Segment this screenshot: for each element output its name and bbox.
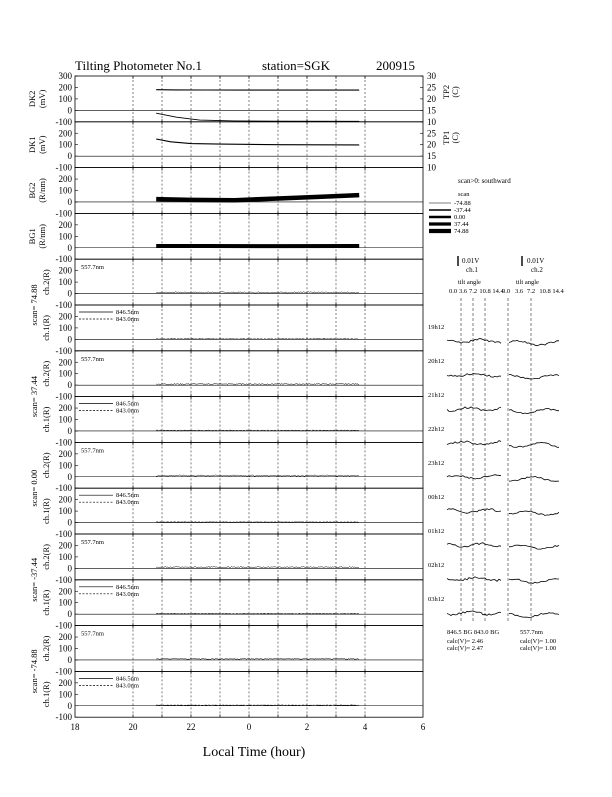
wavelength-label: 557.7nm [81, 447, 104, 454]
y-tick-label: -100 [56, 529, 73, 539]
hour-label: 19h12 [428, 324, 444, 331]
y-tick-label: 0 [68, 609, 73, 619]
tilt-tick-ch2: 14.4 [552, 288, 564, 295]
y-tick-label: 100 [59, 689, 73, 699]
panel-frame [75, 442, 423, 488]
right-tick-label: 10 [427, 163, 437, 173]
noise-trace [156, 658, 359, 659]
y-tick-label: 0 [68, 701, 73, 711]
y-axis-unit: (mV) [37, 90, 47, 109]
profile-ch2 [509, 443, 559, 448]
tilt-label-ch1: tilt angle [458, 279, 481, 286]
y-tick-label: 200 [59, 174, 73, 184]
y-tick-label: 0 [68, 518, 73, 528]
right-tick-label: 15 [427, 151, 437, 161]
y-tick-label: 100 [59, 644, 73, 654]
y-tick-label: -100 [56, 437, 73, 447]
right-axis-unit: (C) [450, 132, 460, 144]
y-axis-label: ch.2(R) [41, 452, 51, 478]
legend-label: 846.5nm [116, 401, 139, 408]
side-panel [428, 177, 564, 652]
y-axis-label: DK1 [27, 136, 37, 153]
hour-label: 23h12 [428, 460, 444, 467]
wavelength-label: 557.7nm [81, 264, 104, 271]
y-axis-label: BG1 [27, 228, 37, 244]
tilt-tick-ch1: 14.4 [492, 288, 504, 295]
y-tick-label: -100 [56, 346, 73, 356]
y-tick-label: 100 [59, 94, 73, 104]
y-tick-label: -100 [56, 575, 73, 585]
scan-labels [29, 284, 39, 693]
right-axis-unit: (C) [450, 86, 460, 98]
right-tick-label: 20 [427, 94, 437, 104]
hour-label: 00h12 [428, 494, 444, 501]
scan-label: scan= 37.44 [29, 375, 39, 417]
tilt-tick-ch1: 7.2 [469, 288, 477, 295]
y-axis-label: ch.2(R) [41, 269, 51, 295]
legend-label: 843.0nm [116, 591, 139, 598]
y-tick-label: 200 [59, 678, 73, 688]
y-axis-label: ch.2(R) [41, 635, 51, 661]
scan-legend-value: 74.88 [454, 228, 469, 235]
y-tick-label: 0 [68, 334, 73, 344]
y-tick-label: 0 [68, 563, 73, 573]
legend-label: 843.0nm [116, 499, 139, 506]
scan-label: scan= 74.88 [29, 284, 39, 325]
panel-s2b [41, 397, 423, 448]
panel-dk2 [27, 71, 460, 127]
y-tick-label: 200 [59, 403, 73, 413]
panel-s5b [41, 671, 423, 722]
date-label: 200915 [376, 58, 415, 73]
hour-label: 20h12 [428, 358, 444, 365]
wavelength-label: 557.7nm [81, 631, 104, 638]
legend-label: 846.5nm [116, 492, 139, 499]
profile-traces [428, 324, 559, 618]
y-tick-label: 0 [68, 243, 73, 253]
x-tick-label: 20 [129, 722, 139, 732]
legend-label: 846.5nm [116, 584, 139, 591]
hour-label: 02h12 [428, 562, 444, 569]
y-tick-label: 200 [59, 220, 73, 230]
hour-label: 03h12 [428, 596, 444, 603]
profile-ch1 [447, 441, 501, 445]
calib-ch1-b: calc(V)= 2.47 [447, 645, 484, 652]
noise-trace [156, 567, 359, 568]
y-tick-label: 200 [59, 128, 73, 138]
panel-s3a [41, 442, 423, 493]
legend-label: 843.0nm [116, 316, 139, 323]
panel-frame [75, 534, 423, 580]
scan-note: scan>0: southward [458, 177, 511, 185]
x-tick-label: 22 [187, 722, 196, 732]
right-axis-label: TP2 [441, 85, 451, 99]
y-tick-label: 200 [59, 357, 73, 367]
ch1-name: ch.1 [466, 266, 478, 274]
panel-s3b [41, 488, 423, 539]
profile-ch2 [509, 511, 559, 516]
scan-label: scan= -74.88 [29, 649, 39, 693]
profile-ch2 [509, 374, 559, 379]
noise-trace [156, 475, 359, 476]
panel-bg2 [27, 168, 423, 219]
y-tick-label: 0 [68, 472, 73, 482]
scan-label: scan= 0.00 [29, 470, 39, 507]
y-tick-label: 0 [68, 655, 73, 665]
tilt-tick-ch1: 3.6 [459, 288, 468, 295]
y-tick-label: 100 [59, 415, 73, 425]
profile-ch2 [509, 340, 559, 345]
y-tick-label: 200 [59, 449, 73, 459]
wavelength-label: 557.7nm [81, 356, 104, 363]
scan-legend [429, 200, 472, 235]
y-axis-label: ch.2(R) [41, 544, 51, 570]
y-axis-unit: (mV) [37, 135, 47, 154]
panel-frame [75, 168, 423, 214]
y-axis-label: ch.1(R) [41, 406, 51, 432]
profile-ch1 [447, 611, 501, 615]
x-tick-label: 18 [71, 722, 81, 732]
profile-ch1 [447, 543, 501, 548]
tilt-tick-ch1: 0.0 [449, 288, 457, 295]
panel-s5a [41, 626, 423, 677]
y-tick-label: -100 [56, 483, 73, 493]
y-tick-label: -100 [56, 117, 73, 127]
y-tick-label: -100 [56, 300, 73, 310]
y-tick-label: 100 [59, 186, 73, 196]
y-tick-label: 0 [68, 151, 73, 161]
series-TP2 [156, 113, 359, 121]
y-tick-label: 100 [59, 140, 73, 150]
panel-frame [75, 626, 423, 672]
ch1-scale: 0.01V [462, 257, 479, 265]
right-axis-label: TP1 [441, 131, 451, 145]
x-tick-label: 0 [247, 722, 252, 732]
x-tick-label: 6 [421, 722, 426, 732]
series-DK1 [156, 139, 359, 145]
y-tick-label: 100 [59, 552, 73, 562]
y-tick-label: -100 [56, 254, 73, 264]
panel-bg1 [27, 213, 423, 264]
y-axis-unit: (R/nm) [37, 178, 47, 203]
panel-dk1 [27, 122, 460, 173]
panel-frame [75, 76, 423, 122]
profile-ch1 [447, 339, 501, 344]
foot-ch2: 557.7nm [520, 629, 543, 636]
hour-label: 01h12 [428, 528, 444, 535]
y-tick-label: 300 [59, 71, 73, 81]
profile-ch1 [447, 577, 501, 582]
legend-label: 846.5nm [116, 675, 139, 682]
scan-legend-value: 0.00 [454, 214, 465, 221]
scan-label: scan= -37.44 [29, 557, 39, 602]
right-tick-label: 20 [427, 140, 437, 150]
profile-ch2 [509, 545, 559, 549]
y-tick-label: -100 [56, 621, 73, 631]
panel-frame [75, 213, 423, 259]
y-axis-unit: (R/nm) [37, 224, 47, 249]
y-tick-label: 100 [59, 598, 73, 608]
y-tick-label: 200 [59, 82, 73, 92]
y-tick-label: 0 [68, 426, 73, 436]
right-tick-label: 25 [427, 82, 437, 92]
y-tick-label: 100 [59, 506, 73, 516]
x-tick-label: 4 [363, 722, 368, 732]
profile-ch1 [447, 407, 501, 412]
x-tick-label: 2 [305, 722, 310, 732]
panel-s4a [41, 534, 423, 585]
tilt-tick-ch2: 10.8 [539, 288, 550, 295]
tilt-tick-ch2: 7.2 [527, 288, 535, 295]
legend-label: 843.0nm [116, 682, 139, 689]
panel-s1b [41, 305, 423, 356]
profile-ch1 [447, 509, 501, 514]
scan-legend-value: 37.44 [454, 221, 469, 228]
panels-layer [27, 71, 460, 732]
noise-trace [156, 383, 359, 384]
hour-label: 21h12 [428, 392, 444, 399]
x-tick-labels [71, 722, 426, 732]
y-tick-label: 200 [59, 540, 73, 550]
profile-ch1 [447, 374, 501, 378]
noise-trace [156, 614, 359, 615]
y-tick-label: -100 [56, 163, 73, 173]
tilt-tick-ch1: 10.8 [479, 288, 490, 295]
tilt-tick-ch2: 0.0 [502, 288, 510, 295]
panel-frame [75, 259, 423, 305]
y-axis-label: ch.2(R) [41, 361, 51, 387]
tilt-label-ch2: tilt angle [516, 279, 539, 286]
profile-ch2 [509, 409, 559, 414]
legend-label: 843.0nm [116, 408, 139, 415]
profile-ch1 [447, 475, 501, 479]
panel-s4b [41, 580, 423, 631]
profile-ch2 [509, 476, 559, 481]
y-axis-label: ch.1(R) [41, 681, 51, 707]
series-BG2 [156, 195, 359, 200]
right-tick-label: 25 [427, 128, 437, 138]
hour-label: 22h12 [428, 426, 444, 433]
y-tick-label: -100 [56, 666, 73, 676]
right-tick-label: 15 [427, 105, 437, 115]
y-tick-label: -100 [56, 392, 73, 402]
panel-s2a [41, 351, 423, 402]
y-tick-label: 0 [68, 380, 73, 390]
y-tick-label: 0 [68, 197, 73, 207]
ch2-scale: 0.01V [527, 257, 544, 265]
foot-ch1: 846.5 BG 843.0 BG [447, 629, 499, 636]
y-tick-label: 200 [59, 632, 73, 642]
legend-label: 846.5nm [116, 309, 139, 316]
y-axis-label: ch.1(R) [41, 590, 51, 616]
chart-title: Tilting Photometer No.1 [75, 58, 202, 73]
y-axis-label: ch.1(R) [41, 498, 51, 524]
profile-ch2 [509, 579, 559, 584]
right-tick-label: 30 [427, 71, 437, 81]
y-axis-label: ch.1(R) [41, 315, 51, 341]
x-axis-label: Local Time (hour) [203, 745, 306, 760]
y-tick-label: 0 [68, 289, 73, 299]
scan-title: scan [458, 191, 470, 198]
station-label: station=SGK [262, 58, 331, 73]
panel-s1a [41, 259, 423, 310]
y-tick-label: 0 [68, 105, 73, 115]
y-tick-label: 200 [59, 586, 73, 596]
y-tick-label: 200 [59, 266, 73, 276]
y-tick-label: -100 [56, 208, 73, 218]
y-tick-label: 100 [59, 369, 73, 379]
scan-legend-value: -74.88 [454, 200, 471, 207]
y-tick-label: 200 [59, 311, 73, 321]
y-tick-label: 100 [59, 277, 73, 287]
y-axis-label: BG2 [27, 182, 37, 198]
noise-trace [156, 292, 359, 293]
right-tick-label: 10 [427, 117, 437, 127]
calib-ch2-b: calc(V)= 1.00 [520, 645, 556, 652]
ch2-name: ch.2 [531, 266, 543, 274]
panel-frame [75, 351, 423, 397]
y-tick-label: 100 [59, 323, 73, 333]
calib-ch2-a: calc(V)= 1.00 [520, 638, 556, 645]
scan-legend-value: -37.44 [454, 207, 472, 214]
y-tick-label: -100 [56, 712, 73, 722]
y-axis-label: DK2 [27, 91, 37, 108]
tilt-ticks [449, 288, 565, 622]
y-tick-label: 200 [59, 495, 73, 505]
wavelength-label: 557.7nm [81, 539, 104, 546]
calib-ch1-a: calc(V)= 2.46 [447, 638, 484, 645]
y-tick-label: 100 [59, 460, 73, 470]
profile-ch2 [509, 613, 559, 618]
tilt-tick-ch2: 3.6 [515, 288, 524, 295]
y-tick-label: 100 [59, 231, 73, 241]
